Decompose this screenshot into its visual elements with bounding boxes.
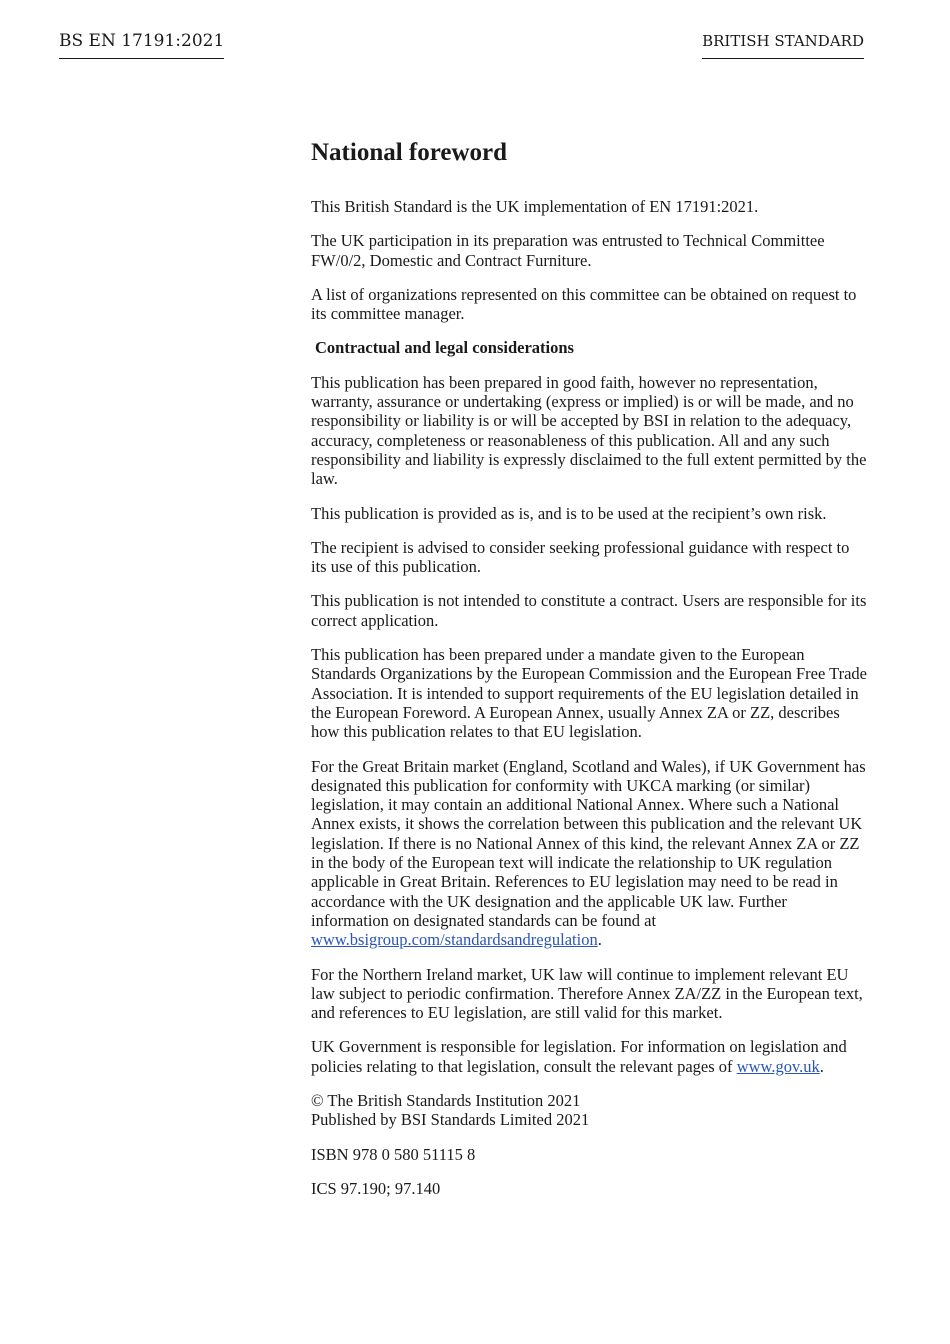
document-type-label: BRITISH STANDARD	[702, 31, 864, 59]
paragraph-great-britain-text: For the Great Britain market (England, Scotland and Wales), if UK Government has designated this publication for conformity with UKCA marking (or similar) legislation, it may contain an additional National Annex. Where such a National Annex exists, it shows the correlation between this publication and the relevant UK legislation. If there is no National Annex of this kind, the relevant Annex ZA or ZZ in the body of the European text will indicate the relationship to UK regulation applicable in Great Britain. References to EU legislation may need to be read in accordance with the UK designation and the applicable UK law. Further information on designated standards can be found at	[311, 756, 866, 930]
paragraph-committee: The UK participation in its preparation was entrusted to Technical Committee FW/0/2, Domestic and Contract Furniture.	[311, 231, 825, 270]
page-title: National foreword	[311, 139, 508, 166]
bsigroup-link[interactable]: www.bsigroup.com/standardsandregulation	[311, 930, 598, 950]
paragraph-organizations: A list of organizations represented on this committee can be obtained on request to its committee manager.	[311, 284, 857, 324]
paragraph-uk-government-text: UK Government is responsible for legislation. For information on legislation and policies relating to that legislation, consult the relevant pages of	[311, 1037, 847, 1076]
section-heading-contractual: Contractual and legal considerations	[315, 338, 574, 358]
paragraph-northern-ireland: For the Northern Ireland market, UK law will continue to implement relevant EU law subject to periodic confirmation. Therefore Annex ZA/ZZ in the European text, and references to EU legislation, are still valid for this market.	[311, 964, 863, 1023]
paragraph-implementation: This British Standard is the UK implementation of EN 17191:2021.	[311, 197, 759, 216]
paragraph-guidance: The recipient is advised to consider seeking professional guidance with respect to its use of this publication.	[311, 537, 850, 577]
copyright-line: © The British Standards Institution 2021	[311, 1090, 581, 1110]
paragraph-great-britain	[311, 757, 867, 950]
paragraph-not-contract: This publication is not intended to constitute a contract. Users are responsible for its correct application.	[311, 591, 867, 630]
gov-uk-link[interactable]: www.gov.uk	[736, 1056, 820, 1076]
paragraph-great-britain-end: .	[597, 930, 602, 950]
copyright-block	[311, 1091, 867, 1130]
publisher-line: Published by BSI Standards Limited 2021	[311, 1110, 590, 1130]
isbn-line: ISBN 978 0 580 51115 8	[311, 1144, 476, 1164]
paragraph-good-faith: This publication has been prepared in good faith, however no representation, warranty, assurance or undertaking (express or implied) is or will be made, and no responsibility or liability is or will be accepted by BSI in relation to the adequacy, accuracy, completeness or reasonableness of this publication. All and any such responsibility and liability is expressly disclaimed to the full extent permitted by the law.	[311, 372, 867, 489]
ics-line: ICS 97.190; 97.140	[311, 1178, 441, 1198]
paragraph-own-risk: This publication is provided as is, and is to be used at the recipient’s own risk.	[311, 503, 827, 523]
paragraph-uk-government	[311, 1037, 867, 1076]
foreword-section	[311, 136, 867, 1213]
paragraph-uk-government-end: .	[819, 1056, 824, 1076]
document-id: BS EN 17191:2021	[59, 30, 224, 59]
paragraph-mandate: This publication has been prepared under a mandate given to the European Standards Organizations by the European Commission and the European Free Trade Association. It is intended to support requirements of the EU legislation detailed in the European Foreword. A European Annex, usually Annex ZA or ZZ, describes how this publication relates to that EU legislation.	[311, 645, 868, 742]
